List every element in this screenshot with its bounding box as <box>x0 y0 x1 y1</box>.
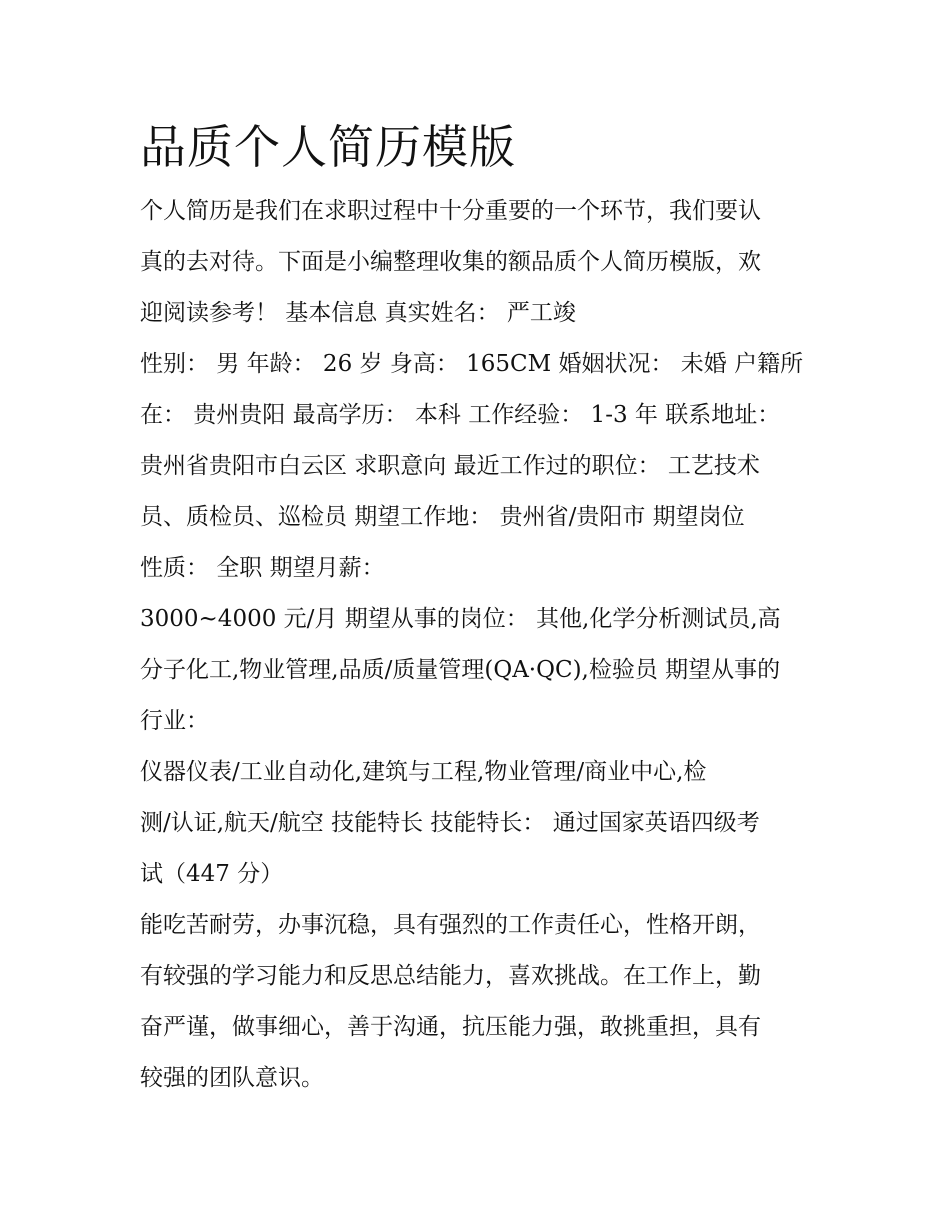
body-line: 贵州省贵阳市白云区 求职意向 最近工作过的职位： 工艺技术 <box>140 453 760 479</box>
body-line: 性质： 全职 期望月薪： <box>140 555 385 581</box>
body-line: 仪器仪表/工业自动化,建筑与工程,物业管理/商业中心,检 <box>140 759 707 785</box>
page-title: 品质个人简历模版 <box>140 120 516 174</box>
body-line: 有较强的学习能力和反思总结能力，喜欢挑战。在工作上，勤 <box>140 963 761 989</box>
body-line: 迎阅读参考！ 基本信息 真实姓名： 严工竣 <box>140 300 576 326</box>
body-line: 性别： 男 年龄： 26 岁 身高： 165CM 婚姻状况： 未婚 户籍所 <box>140 351 804 377</box>
body-line: 个人简历是我们在求职过程中十分重要的一个环节，我们要认 <box>140 198 761 224</box>
body-line: 测/认证,航天/航空 技能特长 技能特长： 通过国家英语四级考 <box>140 810 760 836</box>
body-line: 3000~4000 元/月 期望从事的岗位： 其他,化学分析测试员,高 <box>140 606 781 632</box>
body-line: 奋严谨，做事细心，善于沟通，抗压能力强，敢挑重担，具有 <box>140 1014 761 1040</box>
body-line: 试（447 分） <box>140 861 284 887</box>
body-line: 员、质检员、巡检员 期望工作地： 贵州省/贵阳市 期望岗位 <box>140 504 745 530</box>
body-line: 在： 贵州贵阳 最高学历： 本科 工作经验： 1-3 年 联系地址： <box>140 402 781 428</box>
body-line: 行业： <box>140 708 209 734</box>
body-line: 能吃苦耐劳，办事沉稳，具有强烈的工作责任心，性格开朗， <box>140 912 761 938</box>
document-body <box>140 186 820 1104</box>
body-line: 真的去对待。下面是小编整理收集的额品质个人简历模版，欢 <box>140 249 761 275</box>
body-line: 较强的团队意识。 <box>140 1065 324 1091</box>
body-line: 分子化工,物业管理,品质/质量管理(QA·QC),检验员 期望从事的 <box>140 657 781 683</box>
document-page <box>140 110 820 1104</box>
